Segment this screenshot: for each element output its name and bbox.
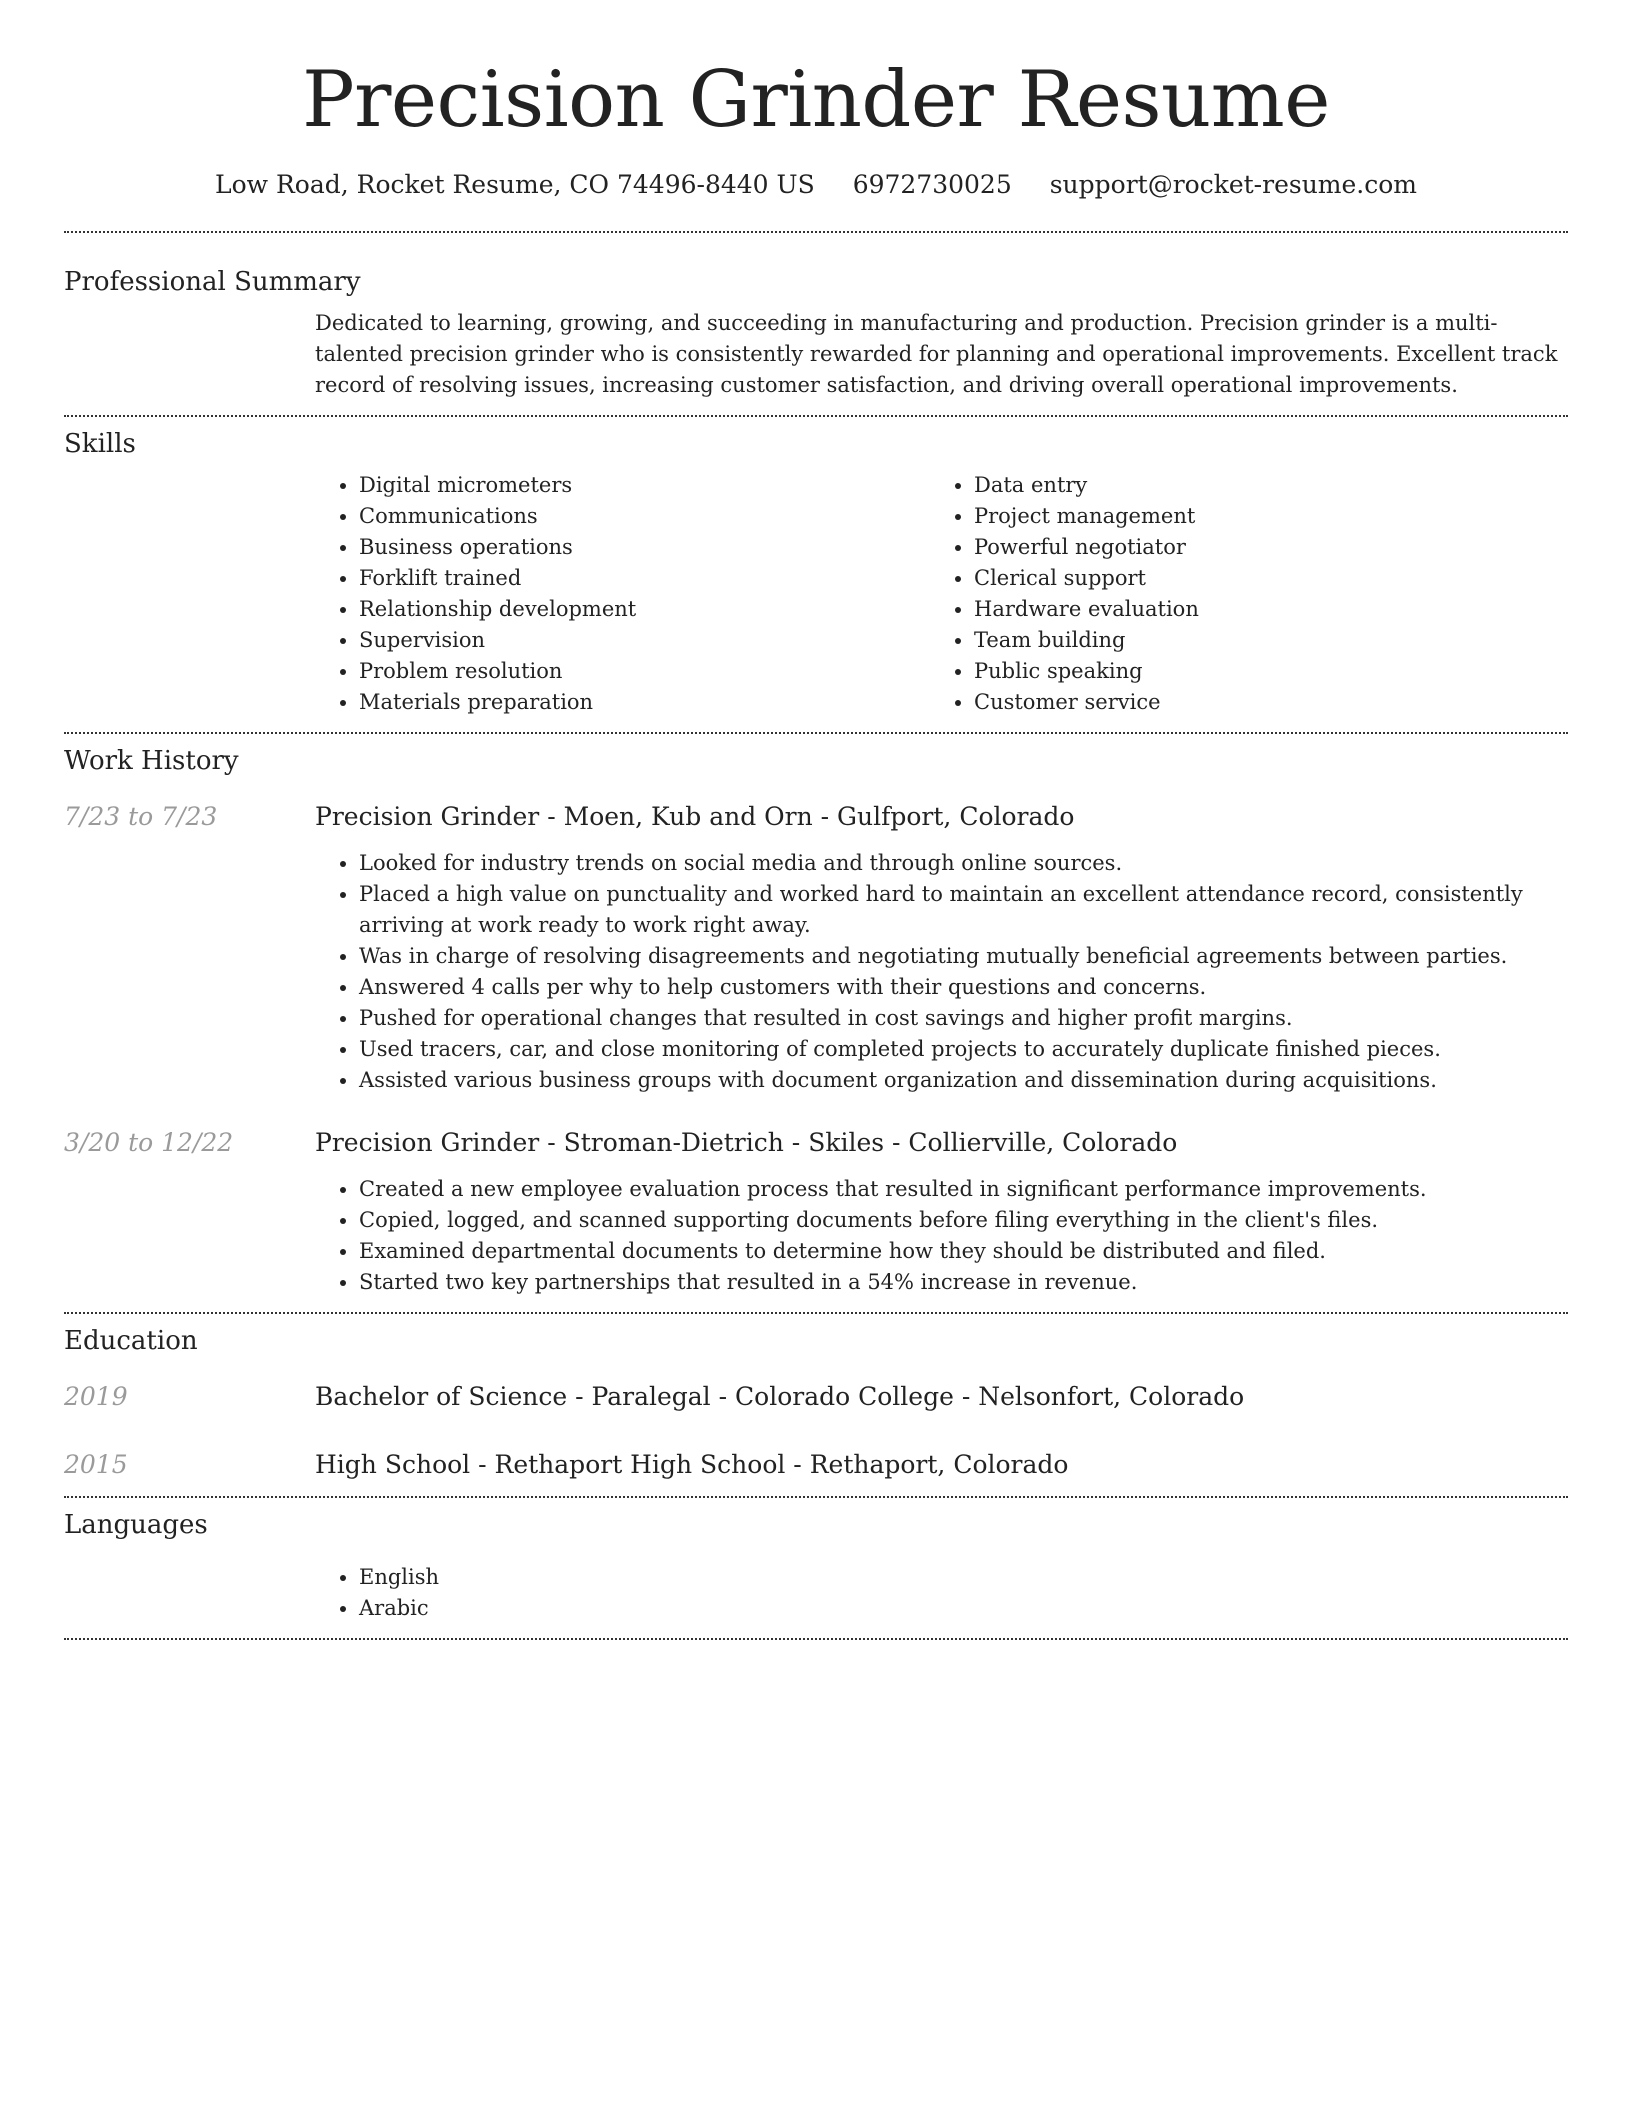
contact-address: Low Road, Rocket Resume, CO 74496-8440 US [214, 170, 815, 199]
work-heading: Work History [64, 746, 239, 776]
job-bullet: • Pushed for operational changes that resulted in cost savings and higher profit margins. [359, 1003, 1568, 1034]
job-bullet: • Assisted various business groups with document organization and dissemination during acquisitions. [359, 1065, 1568, 1096]
language-item: • English [359, 1562, 1568, 1593]
work-section [64, 734, 1568, 1312]
skill-item: • Hardware evaluation [974, 594, 1545, 625]
skill-item: • Relationship development [359, 594, 930, 625]
skill-item: • Customer service [974, 687, 1545, 718]
job-bullet: • Looked for industry trends on social media and through online sources. [359, 848, 1568, 879]
education-year: 2019 [64, 1382, 128, 1411]
skill-item: • Communications [359, 501, 930, 532]
skill-item: • Problem resolution [359, 656, 930, 687]
job-bullet: • Was in charge of resolving disagreements and negotiating mutually beneficial agreements between parties. [359, 941, 1568, 972]
education-heading-text: High School - Rethaport High School - Rethaport, Colorado [315, 1450, 1069, 1479]
resume-header [64, 0, 1568, 202]
job-entry [64, 800, 1568, 1096]
skill-item: • Clerical support [974, 563, 1545, 594]
summary-text: Dedicated to learning, growing, and succeeding in manufacturing and production. Precision grinder is a multi-talented precision grinder who is consistently rewarded for planning and operational improvements. Excellent track record of resolving issues, increasing customer satisfaction, and driving overall operational improvements. [315, 311, 1558, 397]
skill-item: • Public speaking [974, 656, 1545, 687]
contact-line [64, 168, 1568, 202]
education-heading: Education [64, 1326, 198, 1356]
skill-item: • Supervision [359, 625, 930, 656]
skill-item: • Digital micrometers [359, 470, 930, 501]
job-bullet: • Placed a high value on punctuality and worked hard to maintain an excellent attendance record, consistently arriving at work ready to work right away. [359, 879, 1568, 941]
languages-heading: Languages [64, 1510, 208, 1540]
divider [64, 1638, 1568, 1640]
education-entry [64, 1448, 1568, 1496]
education-year: 2015 [64, 1450, 128, 1479]
skills-column-right [930, 470, 1545, 718]
summary-section [64, 233, 1568, 415]
skill-item: • Data entry [974, 470, 1545, 501]
job-bullet: • Used tracers, car, and close monitoring of completed projects to accurately duplicate finished pieces. [359, 1034, 1568, 1065]
education-heading-text: Bachelor of Science - Paralegal - Colorado College - Nelsonfort, Colorado [315, 1382, 1245, 1411]
job-entry [64, 1126, 1568, 1312]
skill-item: • Team building [974, 625, 1545, 656]
job-dates: 7/23 to 7/23 [64, 802, 218, 831]
contact-phone: 6972730025 [852, 170, 1012, 199]
languages-section [64, 1498, 1568, 1638]
skill-item: • Project management [974, 501, 1545, 532]
resume-title: Precision Grinder Resume [302, 55, 1330, 145]
skill-item: • Forklift trained [359, 563, 930, 594]
job-bullet: • Answered 4 calls per why to help customers with their questions and concerns. [359, 972, 1568, 1003]
job-heading: Precision Grinder - Moen, Kub and Orn - Gulfport, Colorado [315, 802, 1075, 831]
skill-item: • Powerful negotiator [974, 532, 1545, 563]
summary-heading: Professional Summary [64, 267, 361, 297]
skill-item: • Materials preparation [359, 687, 930, 718]
skills-section [64, 417, 1568, 732]
job-bullet: • Examined departmental documents to determine how they should be distributed and filed. [359, 1236, 1568, 1267]
skills-column-left [315, 470, 930, 718]
job-bullet: • Started two key partnerships that resulted in a 54% increase in revenue. [359, 1267, 1568, 1298]
job-bullet: • Copied, logged, and scanned supporting documents before filing everything in the client's files. [359, 1205, 1568, 1236]
language-item: • Arabic [359, 1593, 1568, 1624]
contact-email: support@rocket-resume.com [1049, 170, 1418, 199]
resume-page [64, 0, 1568, 1640]
job-heading: Precision Grinder - Stroman-Dietrich - Skiles - Collierville, Colorado [315, 1128, 1178, 1157]
skills-heading: Skills [64, 429, 136, 459]
education-entry [64, 1380, 1568, 1414]
skill-item: • Business operations [359, 532, 930, 563]
education-section [64, 1314, 1568, 1496]
job-bullet: • Created a new employee evaluation process that resulted in significant performance improvements. [359, 1174, 1568, 1205]
job-dates: 3/20 to 12/22 [64, 1128, 234, 1157]
